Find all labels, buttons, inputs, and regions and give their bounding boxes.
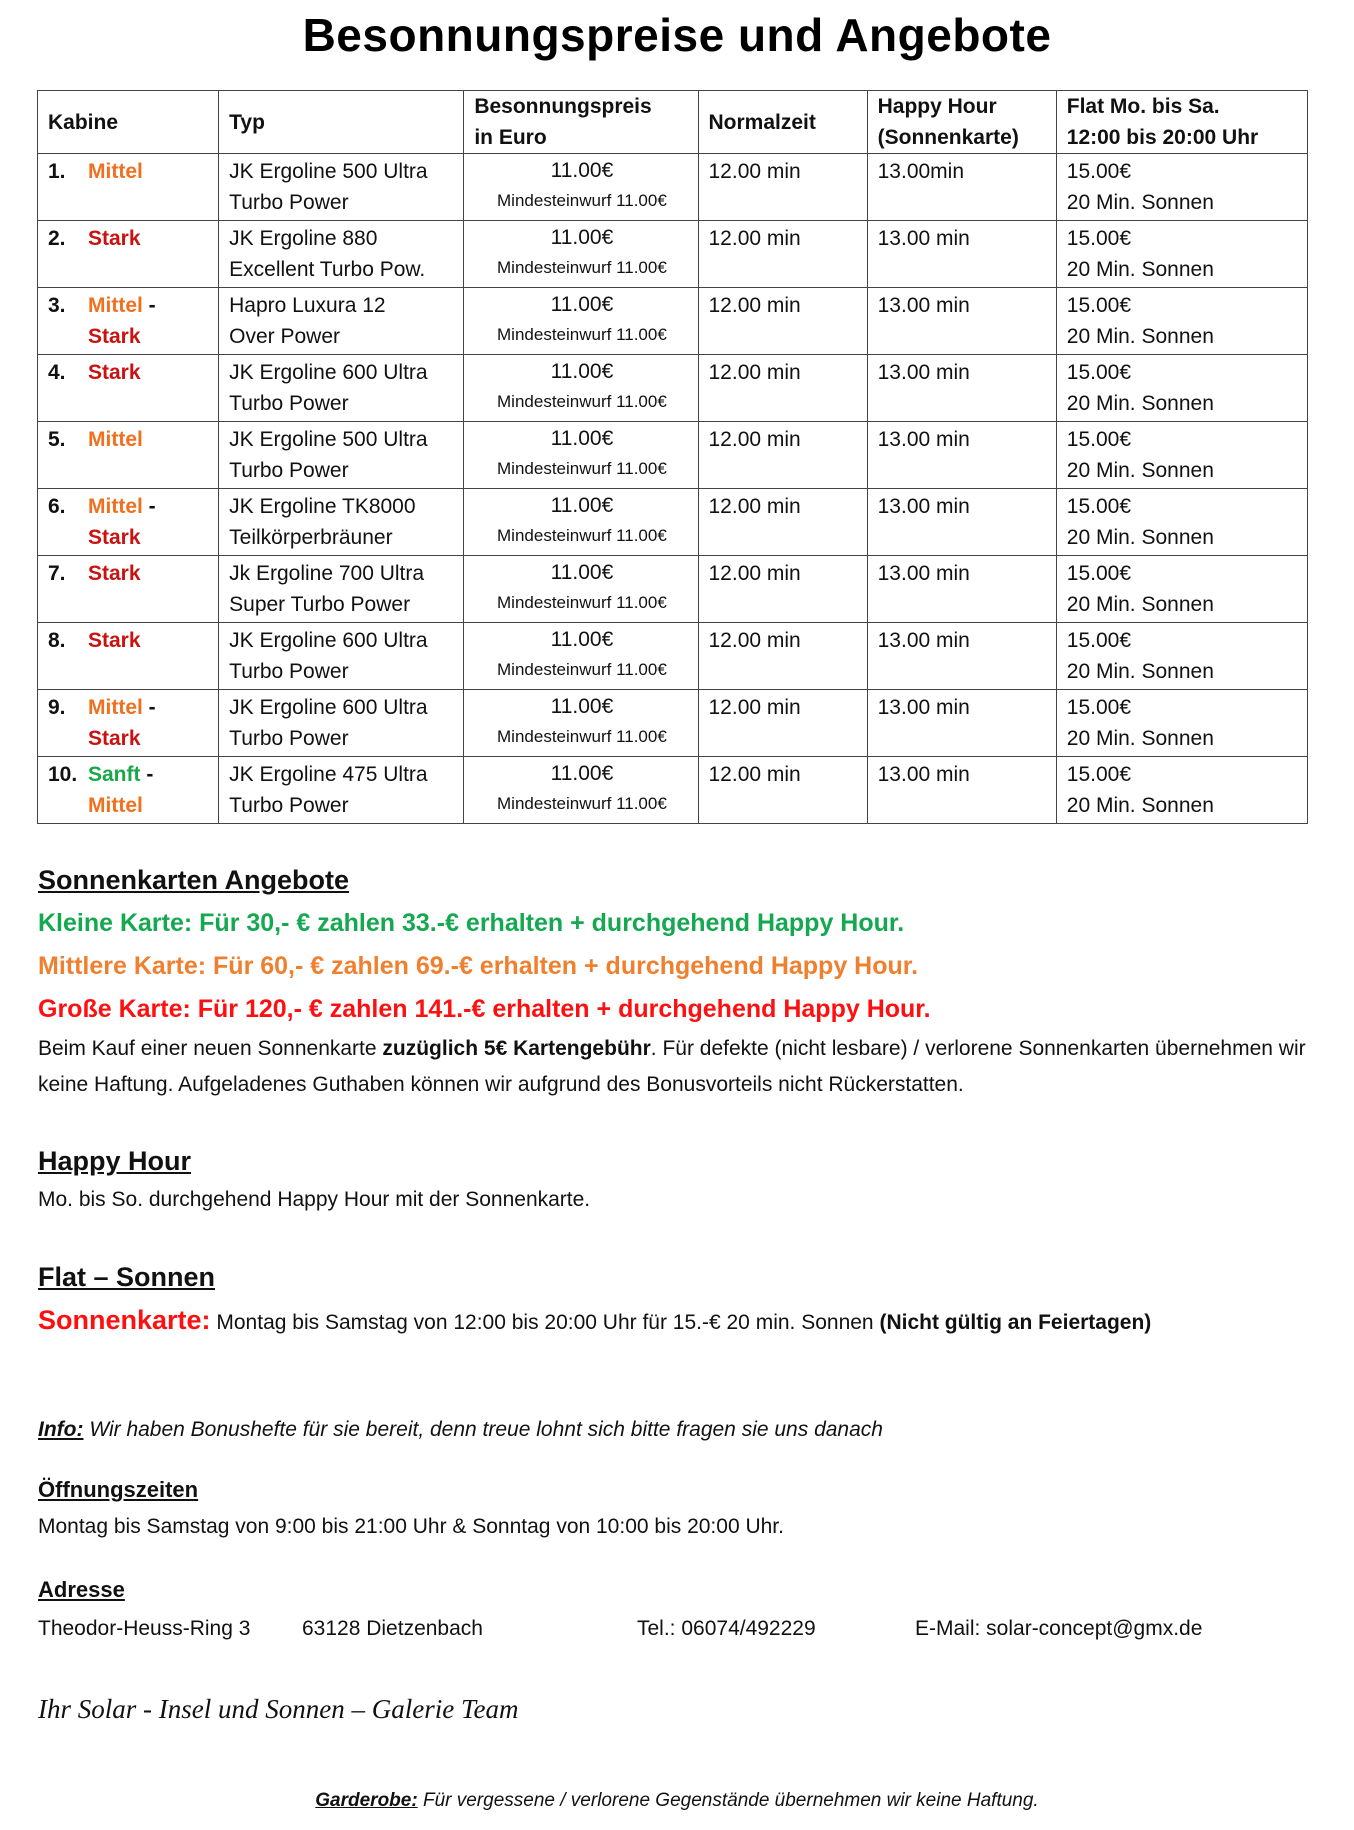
flat-text <box>38 1299 1318 1344</box>
flat-price: 15.00€ <box>1066 428 1131 451</box>
intensity-dash: - <box>142 696 156 719</box>
cell-preis <box>464 623 698 690</box>
cell-typ <box>219 355 464 422</box>
cell-normalzeit: 12.00 min <box>698 355 867 422</box>
model-line2: Super Turbo Power <box>229 593 411 616</box>
cabin-number: 6. <box>48 495 66 518</box>
opening-hours-section <box>38 1472 1318 1544</box>
minimum-deposit: Mindesteinwurf 11.00€ <box>497 258 667 277</box>
happy-hour-heading: Happy Hour <box>38 1146 192 1176</box>
minimum-deposit: Mindesteinwurf 11.00€ <box>497 325 667 344</box>
intensity-dash: - <box>142 495 156 518</box>
cell-typ <box>219 288 464 355</box>
sonnenkarten-heading: Sonnenkarten Angebote <box>38 865 350 895</box>
cell-happy-hour: 13.00 min <box>867 288 1056 355</box>
header-preis <box>464 91 698 154</box>
cell-typ <box>219 556 464 623</box>
model-line2: Turbo Power <box>229 392 349 415</box>
model-line2: Excellent Turbo Pow. <box>229 258 426 281</box>
cell-typ <box>219 422 464 489</box>
cell-flat <box>1056 422 1307 489</box>
table-row <box>38 690 1308 757</box>
cabin-number: 2. <box>48 227 66 250</box>
table-row <box>38 355 1308 422</box>
garderobe-label: Garderobe: <box>315 1790 418 1811</box>
table-header-row <box>38 91 1308 154</box>
price: 11.00€ <box>550 293 614 316</box>
flat-duration: 20 Min. Sonnen <box>1066 593 1214 616</box>
model-line2: Over Power <box>229 325 341 348</box>
cell-happy-hour: 13.00 min <box>867 623 1056 690</box>
cell-kabine <box>38 288 219 355</box>
intensity-dash: - <box>142 294 156 317</box>
cell-kabine <box>38 556 219 623</box>
cell-normalzeit: 12.00 min <box>698 757 867 824</box>
intensity-level: Stark <box>88 629 141 652</box>
header-preis-line2: in Euro <box>474 126 547 149</box>
note-text-1: Beim Kauf einer neuen Sonnenkarte <box>38 1037 383 1060</box>
model-line2: Turbo Power <box>229 191 349 214</box>
cell-kabine <box>38 623 219 690</box>
cell-preis <box>464 221 698 288</box>
header-happy-line2: (Sonnenkarte) <box>877 126 1019 149</box>
cell-typ <box>219 489 464 556</box>
cell-normalzeit: 12.00 min <box>698 422 867 489</box>
price: 11.00€ <box>550 427 614 450</box>
flat-holiday-note: (Nicht gültig an Feiertagen) <box>879 1311 1152 1334</box>
cell-kabine <box>38 355 219 422</box>
cell-flat <box>1056 154 1307 221</box>
table-row <box>38 422 1308 489</box>
table-row <box>38 556 1308 623</box>
info-text: Wir haben Bonushefte für sie bereit, denn treue lohnt sich bitte fragen sie uns danach <box>83 1418 883 1441</box>
card-fee-note <box>38 1031 1318 1103</box>
offer-large-card: Große Karte: Für 120,- € zahlen 141.-€ erhalten + durchgehend Happy Hour. <box>38 995 931 1023</box>
offer-medium-card: Mittlere Karte: Für 60,- € zahlen 69.-€ erhalten + durchgehend Happy Hour. <box>38 952 919 980</box>
flat-price: 15.00€ <box>1066 361 1131 384</box>
cell-kabine <box>38 422 219 489</box>
address-heading: Adresse <box>38 1577 125 1602</box>
cell-kabine <box>38 690 219 757</box>
model-line1: JK Ergoline 475 Ultra <box>229 763 428 786</box>
minimum-deposit: Mindesteinwurf 11.00€ <box>497 660 667 679</box>
garderobe-note <box>0 1790 1354 1812</box>
cell-flat <box>1056 355 1307 422</box>
cabin-number: 9. <box>48 696 66 719</box>
address-city: 63128 Dietzenbach <box>302 1617 483 1640</box>
flat-duration: 20 Min. Sonnen <box>1066 325 1214 348</box>
cell-preis <box>464 556 698 623</box>
model-line1: JK Ergoline TK8000 <box>229 495 416 518</box>
cell-happy-hour: 13.00 min <box>867 489 1056 556</box>
price: 11.00€ <box>550 695 614 718</box>
price: 11.00€ <box>550 628 614 651</box>
note-bold-fee: zuzüglich 5€ Kartengebühr <box>382 1037 651 1060</box>
model-line1: JK Ergoline 500 Ultra <box>229 428 428 451</box>
table-row <box>38 154 1308 221</box>
cell-preis <box>464 489 698 556</box>
cell-normalzeit: 12.00 min <box>698 288 867 355</box>
opening-hours-heading: Öffnungszeiten <box>38 1477 199 1502</box>
cabin-number: 1. <box>48 160 66 183</box>
flat-price: 15.00€ <box>1066 696 1131 719</box>
signature: Ihr Solar - Insel und Sonnen – Galerie Team <box>38 1694 519 1724</box>
cell-flat <box>1056 757 1307 824</box>
intensity-level-secondary: Stark <box>88 325 141 348</box>
cabin-number: 4. <box>48 361 66 384</box>
model-line2: Turbo Power <box>229 727 349 750</box>
header-happy-line1: Happy Hour <box>877 95 997 118</box>
table-row <box>38 221 1308 288</box>
cell-preis <box>464 154 698 221</box>
header-normalzeit: Normalzeit <box>698 91 867 154</box>
page-title: Besonnungspreise und Angebote <box>302 9 1052 61</box>
address-email[interactable]: E-Mail: solar-concept@gmx.de <box>915 1617 1203 1640</box>
flat-section <box>38 1255 1318 1344</box>
cell-kabine <box>38 154 219 221</box>
note-text-2: . Für defekte (nicht lesbare) / verlorene Sonnenkarten übernehmen wir keine Haftung. Aufgeladenes Guthaben können wir aufgrund des Bonusvorteils nicht Rückerstatten. <box>38 1037 1306 1096</box>
intensity-level: Stark <box>88 227 141 250</box>
price: 11.00€ <box>550 494 614 517</box>
flat-price: 15.00€ <box>1066 294 1131 317</box>
cell-typ <box>219 690 464 757</box>
model-line1: JK Ergoline 500 Ultra <box>229 160 428 183</box>
cell-preis <box>464 690 698 757</box>
cell-normalzeit: 12.00 min <box>698 221 867 288</box>
cell-kabine <box>38 221 219 288</box>
header-preis-line1: Besonnungspreis <box>474 95 652 118</box>
cell-normalzeit: 12.00 min <box>698 489 867 556</box>
cell-flat <box>1056 623 1307 690</box>
header-happy-hour <box>867 91 1056 154</box>
intensity-level: Mittel <box>88 294 143 317</box>
flat-duration: 20 Min. Sonnen <box>1066 794 1214 817</box>
cell-flat <box>1056 489 1307 556</box>
cell-typ <box>219 154 464 221</box>
model-line1: Hapro Luxura 12 <box>229 294 386 317</box>
intensity-level: Mittel <box>88 495 143 518</box>
flat-heading: Flat – Sonnen <box>38 1262 216 1292</box>
table-row <box>38 288 1308 355</box>
happy-hour-text: Mo. bis So. durchgehend Happy Hour mit der Sonnenkarte. <box>38 1188 591 1211</box>
cabin-number: 3. <box>48 294 66 317</box>
header-typ: Typ <box>219 91 464 154</box>
model-line2: Turbo Power <box>229 660 349 683</box>
intensity-level: Mittel <box>88 428 143 451</box>
cabin-number: 10. <box>48 763 78 786</box>
model-line1: JK Ergoline 880 <box>229 227 378 250</box>
table-row <box>38 489 1308 556</box>
cell-preis <box>464 757 698 824</box>
header-flat-line2: 12:00 bis 20:00 Uhr <box>1066 126 1259 149</box>
flat-sonnenkarte-label: Sonnenkarte: <box>38 1305 211 1335</box>
model-line1: JK Ergoline 600 Ultra <box>229 696 428 719</box>
flat-duration: 20 Min. Sonnen <box>1066 660 1214 683</box>
offer-small-card: Kleine Karte: Für 30,- € zahlen 33.-€ erhalten + durchgehend Happy Hour. <box>38 909 905 937</box>
cell-preis <box>464 422 698 489</box>
intensity-level: Stark <box>88 361 141 384</box>
garderobe-text: Für vergessene / verlorene Gegenstände übernehmen wir keine Haftung. <box>417 1790 1039 1811</box>
cabin-number: 8. <box>48 629 66 652</box>
cell-kabine <box>38 489 219 556</box>
minimum-deposit: Mindesteinwurf 11.00€ <box>497 526 667 545</box>
minimum-deposit: Mindesteinwurf 11.00€ <box>497 392 667 411</box>
table-row <box>38 623 1308 690</box>
flat-duration: 20 Min. Sonnen <box>1066 191 1214 214</box>
model-line2: Turbo Power <box>229 459 349 482</box>
flat-duration: 20 Min. Sonnen <box>1066 526 1214 549</box>
cell-flat <box>1056 690 1307 757</box>
address-section <box>38 1572 1318 1646</box>
cell-happy-hour: 13.00 min <box>867 690 1056 757</box>
header-flat-line1: Flat Mo. bis Sa. <box>1066 95 1220 118</box>
price: 11.00€ <box>550 159 614 182</box>
cell-normalzeit: 12.00 min <box>698 556 867 623</box>
flat-duration: 20 Min. Sonnen <box>1066 727 1214 750</box>
address-street: Theodor-Heuss-Ring 3 <box>38 1617 251 1640</box>
cell-normalzeit: 12.00 min <box>698 623 867 690</box>
cell-happy-hour: 13.00 min <box>867 221 1056 288</box>
minimum-deposit: Mindesteinwurf 11.00€ <box>497 459 667 478</box>
cell-flat <box>1056 221 1307 288</box>
cabin-number: 5. <box>48 428 66 451</box>
cell-kabine <box>38 757 219 824</box>
header-kabine: Kabine <box>38 91 219 154</box>
intensity-level: Mittel <box>88 160 143 183</box>
flat-duration: 20 Min. Sonnen <box>1066 459 1214 482</box>
cell-happy-hour: 13.00min <box>867 154 1056 221</box>
cell-typ <box>219 221 464 288</box>
flat-price: 15.00€ <box>1066 562 1131 585</box>
price: 11.00€ <box>550 226 614 249</box>
header-flat <box>1056 91 1307 154</box>
cell-happy-hour: 13.00 min <box>867 355 1056 422</box>
cabin-number: 7. <box>48 562 66 585</box>
info-label: Info: <box>38 1418 84 1441</box>
intensity-level-secondary: Stark <box>88 727 141 750</box>
model-line2: Teilkörperbräuner <box>229 526 393 549</box>
flat-price: 15.00€ <box>1066 629 1131 652</box>
intensity-level-secondary: Stark <box>88 526 141 549</box>
price: 11.00€ <box>550 360 614 383</box>
table-row <box>38 757 1308 824</box>
intensity-level: Stark <box>88 562 141 585</box>
minimum-deposit: Mindesteinwurf 11.00€ <box>497 593 667 612</box>
flat-price: 15.00€ <box>1066 160 1131 183</box>
price-table <box>37 90 1308 824</box>
model-line2: Turbo Power <box>229 794 349 817</box>
address-phone[interactable]: Tel.: 06074/492229 <box>637 1617 816 1640</box>
cell-preis <box>464 288 698 355</box>
cell-flat <box>1056 556 1307 623</box>
flat-price: 15.00€ <box>1066 763 1131 786</box>
intensity-level-secondary: Mittel <box>88 794 143 817</box>
flat-price: 15.00€ <box>1066 495 1131 518</box>
info-section <box>38 1412 1318 1447</box>
cell-flat <box>1056 288 1307 355</box>
model-line1: Jk Ergoline 700 Ultra <box>229 562 425 585</box>
flat-duration: 20 Min. Sonnen <box>1066 392 1214 415</box>
minimum-deposit: Mindesteinwurf 11.00€ <box>497 727 667 746</box>
price: 11.00€ <box>550 762 614 785</box>
table-body <box>38 154 1308 824</box>
flat-description: Montag bis Samstag von 12:00 bis 20:00 Uhr für 15.-€ 20 min. Sonnen <box>210 1311 880 1334</box>
model-line1: JK Ergoline 600 Ultra <box>229 629 428 652</box>
model-line1: JK Ergoline 600 Ultra <box>229 361 428 384</box>
sonnenkarten-section <box>38 858 1318 1103</box>
minimum-deposit: Mindesteinwurf 11.00€ <box>497 191 667 210</box>
cell-preis <box>464 355 698 422</box>
flat-duration: 20 Min. Sonnen <box>1066 258 1214 281</box>
intensity-level: Sanft <box>88 763 141 786</box>
intensity-level: Mittel <box>88 696 143 719</box>
minimum-deposit: Mindesteinwurf 11.00€ <box>497 794 667 813</box>
intensity-dash: - <box>140 763 154 786</box>
cell-happy-hour: 13.00 min <box>867 757 1056 824</box>
opening-hours-text: Montag bis Samstag von 9:00 bis 21:00 Uhr & Sonntag von 10:00 bis 20:00 Uhr. <box>38 1515 784 1538</box>
happy-hour-section <box>38 1140 1318 1217</box>
cell-happy-hour: 13.00 min <box>867 422 1056 489</box>
cell-normalzeit: 12.00 min <box>698 154 867 221</box>
cell-happy-hour: 13.00 min <box>867 556 1056 623</box>
price: 11.00€ <box>550 561 614 584</box>
flat-price: 15.00€ <box>1066 227 1131 250</box>
cell-typ <box>219 757 464 824</box>
cell-normalzeit: 12.00 min <box>698 690 867 757</box>
cell-typ <box>219 623 464 690</box>
